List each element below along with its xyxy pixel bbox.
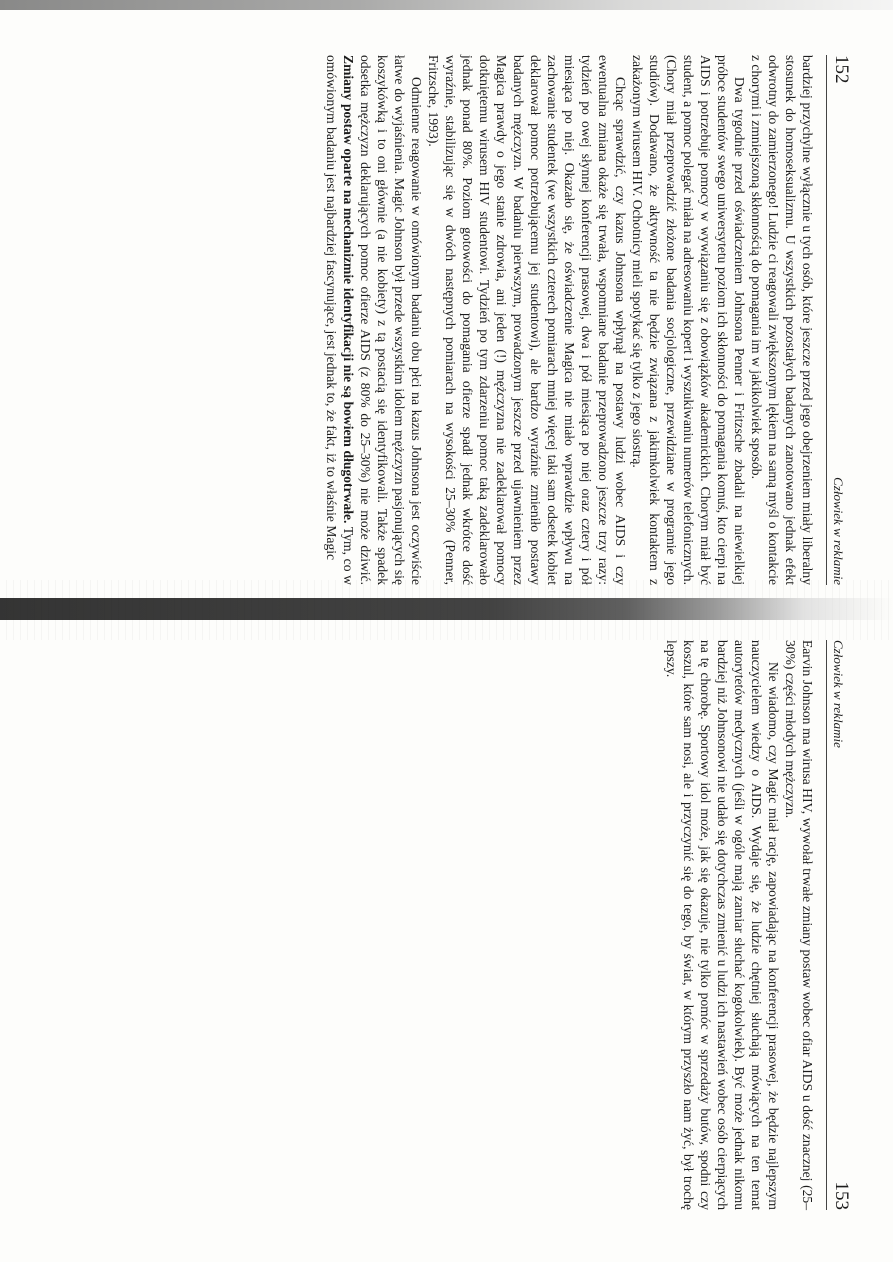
running-head: [826, 640, 852, 1210]
page-153: [587, 640, 852, 1210]
paragraph: Nie wiadomo, czy Magic miał rację, zapowiadając na konferencji prasowej, że będzie najlepszym nauczycielem wiedzy o AIDS. Wydaje się, że ludzie chętniej słuchają mówiących na ten temat autorytetów medycznych (jeśli w ogóle mają zamiar słuchać kogokolwiek). Być może jednak nikomu bardziej niż Johnsonowi nie udało się dotychczas zmienić u ludzi ich nastawień wobec osób cierpiących na tę chorobę. Sportowy idol może, jak się okazuje, nie tylko pomóc w sprzedaży butów, spodni czy koszul, które sam nosi, ale i przyczynić się do tego, by świat, w którym przyszło nam żyć, był trochę lepszy.: [664, 640, 781, 1210]
paragraph-text: Odmienne reagowanie w omówionym badaniu obu płci na kazus Johnsona jest oczywiście łatwe do wyjaśnienia. Magic Johnson był przede wszystkim idolem mężczyzn pasjonujących się koszykówką i to oni głównie (a nie kobiety) z tą postacią się identyfikowali. Także spadek odsetka mężczyzn deklarujących pomoc ofierze AIDS (z 80% do 25–30%) nie może dziwić.: [358, 55, 424, 585]
paragraph-text: Tym, co w omówionym badaniu jest najbardziej fascynujące, jest jednak to, że fakt, iż to właśnie Magic: [324, 55, 356, 585]
scan-edge-top: [0, 0, 893, 10]
body-text: [663, 640, 816, 1210]
page-number: 152: [831, 55, 852, 84]
paragraph: Chcąc sprawdzić, czy kazus Johnsona wpłynął na postawy ludzi wobec AIDS i czy ewentualna zmiana okaże się trwała, wspomniane badanie przeprowadzono jeszcze trzy razy: tydzień po owej słynnej konferencji prasowej, dwa i pół miesiąca po niej oraz cztery i pół miesiąca po niej. Okazało się, że oświadczenie Magica nie miało wprawdzie wpływu na zachowanie studentek (we wszystkich czterech pomiarach mniej więcej taki sam odsetek kobiet deklarował pomoc potrzebującemu jej studentowi), ale bardzo wyraźnie zmieniło postawy badanych mężczyzn. W badaniu pierwszym, prowadzonym jeszcze przed ujawnieniem przez Magica prawdy o jego stanie zdrowia, ani jeden (!) mężczyzna nie zadeklarował pomocy dotkniętemu wirusem HIV studentowi. Tydzień po tym zdarzeniu pomoc taką zadeklarowało jednak ponad 80%. Poziom gotowości do pomagania ofierze spadł jednak wkrótce dość wyraźnie, stabilizując się w dwóch następnych pomiarach na wysokości 25–30% (Penner, Fritzsche, 1993).: [426, 55, 628, 585]
running-head: [826, 55, 852, 585]
paragraph: Earvin Johnson ma wirusa HIV, wywołał trwałe zmiany postaw wobec ofiar AIDS u dość znacznej (25–30%) części młodych mężczyzn.: [783, 640, 815, 1210]
emphasis-text: Zmiany postaw oparte na mechanizmie identyfikacji nie są bowiem długotrwałe.: [341, 55, 356, 524]
paragraph: Dwa tygodnie przed oświadczeniem Johnsona Penner i Fritzsche zbadali na niewielkiej próbce studentów swego uniwersytetu poziom ich skłonności do pomagania komuś, kto cierpi na AIDS i potrzebuje pomocy w wywiązaniu się z obowiązków akademickich. Chorym miał być student, a pomoc polegać miała na adresowaniu kopert i wyszukiwaniu numerów telefonicznych. (Chory miał przeprowadzić złożone badania socjologiczne, przewidziane w programie jego studiów). Dodawano, że aktywność ta nie będzie związana z jakimkolwiek kontaktem z zakażonym wirusem HIV. Ochotnicy mieli spotykać się tylko z jego siostrą.: [630, 55, 747, 585]
book-gutter-shadow: [0, 598, 893, 620]
running-head-title: Człowiek w reklamie: [831, 477, 846, 585]
body-text: [323, 55, 816, 585]
page-number: 153: [831, 1181, 852, 1210]
paragraph: bardziej przychylne wyłącznie u tych osób, które jeszcze przed jego obejrzeniem miały liberalny stosunek do homoseksualizmu. U wszystkich pozostałych badanych zanotowano jednak efekt odwrotny do zamierzonego! Ludzie ci reagowali zwiększonym lękiem na samą myśl o kontakcie z chorymi i zmniejszoną skłonnością do pomagania im w jakikolwiek sposób.: [749, 55, 815, 585]
page-152: [48, 55, 852, 585]
paragraph: [323, 55, 425, 585]
running-head-title: Człowiek w reklamie: [831, 640, 846, 748]
